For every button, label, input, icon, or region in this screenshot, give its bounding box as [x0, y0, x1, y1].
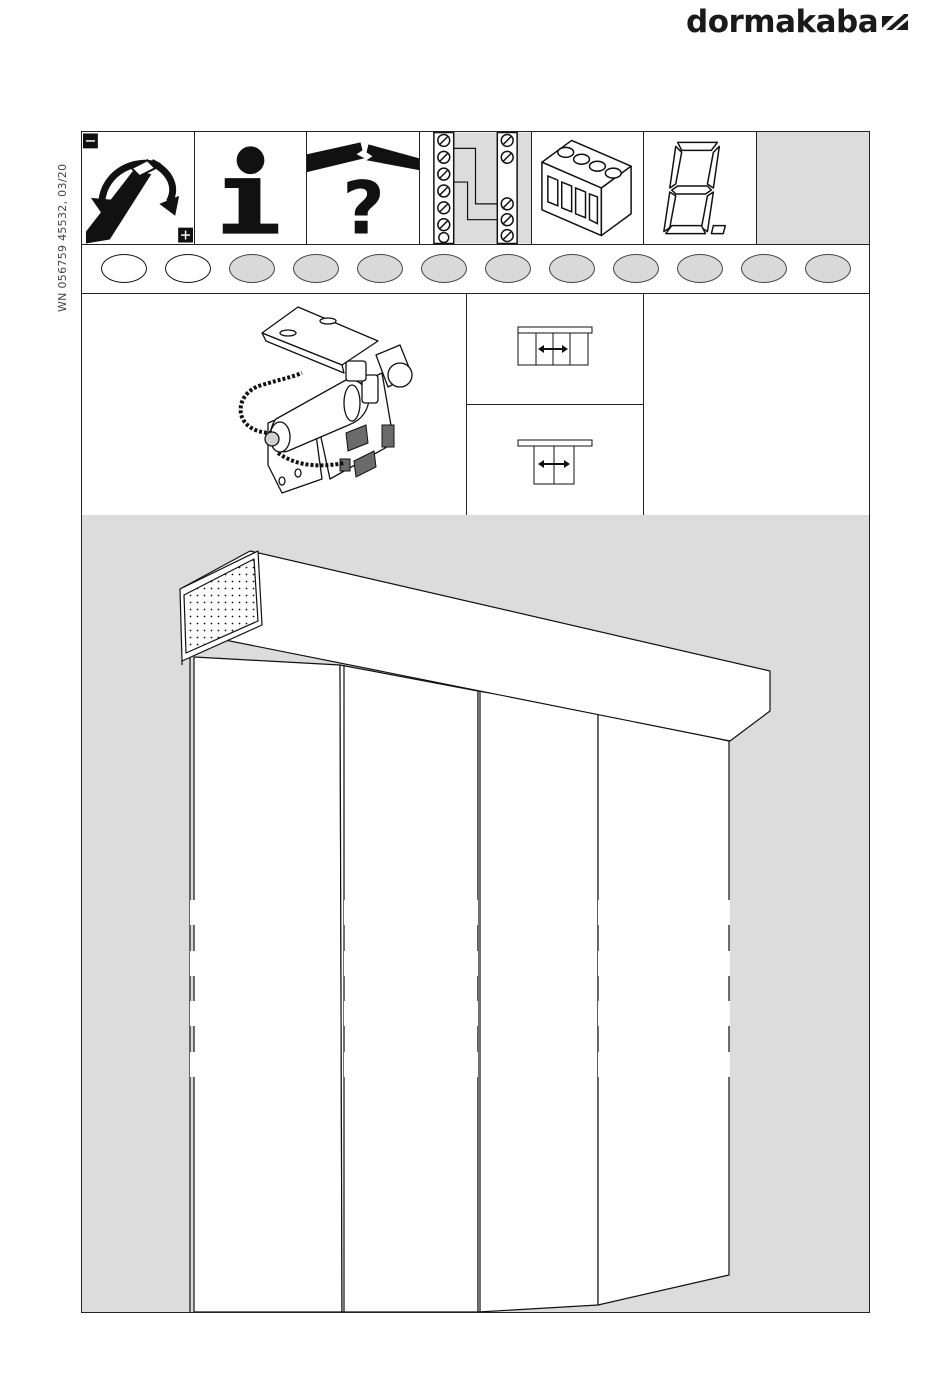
ovals-row: [82, 244, 869, 294]
main-illustration-panel: [82, 515, 869, 1312]
information-cell: [195, 132, 307, 244]
door-type-telescopic: [466, 293, 644, 405]
adjust-cell: [82, 132, 195, 244]
oval-9: [613, 254, 659, 283]
motor-panel: [82, 293, 467, 515]
double-sliding-door-icon: [466, 404, 643, 515]
oval-5: [357, 254, 403, 283]
oval-6: [421, 254, 467, 283]
seven-segment-display-icon: [644, 132, 756, 244]
oval-7: [485, 254, 531, 283]
terminal-block-cell: [532, 132, 644, 244]
oval-10: [677, 254, 723, 283]
oval-1: [101, 254, 147, 283]
instruction-frame: [81, 131, 870, 1313]
dormakaba-mark-icon: [882, 12, 908, 32]
troubleshooting-cell: [307, 132, 420, 244]
document-reference: WN 056759 45532, 03/20: [56, 163, 69, 312]
mid-row: [82, 293, 869, 516]
information-icon: [195, 132, 306, 244]
blank-panel: [643, 293, 869, 515]
telescopic-sliding-door-icon: [466, 293, 643, 404]
brand-logo: [686, 2, 932, 42]
terminal-wiring-icon: [420, 132, 531, 244]
terminal-block-icon: [532, 132, 643, 244]
oval-3: [229, 254, 275, 283]
oval-2: [165, 254, 211, 283]
display-cell: [644, 132, 757, 244]
oval-12: [805, 254, 851, 283]
sliding-door-operator-illustration: [82, 515, 869, 1312]
icon-row: [82, 132, 869, 245]
troubleshooting-question-icon: [307, 132, 419, 244]
adjust-screwdriver-icon: [82, 132, 194, 244]
blank-grey-cell: [757, 132, 869, 244]
wiring-cell: [420, 132, 532, 244]
door-type-double: [466, 404, 644, 515]
motor-assembly-illustration: [82, 293, 466, 515]
oval-4: [293, 254, 339, 283]
brand-name: dormakaba: [686, 4, 879, 40]
oval-8: [549, 254, 595, 283]
svg-text:?: ?: [342, 166, 385, 244]
oval-11: [741, 254, 787, 283]
